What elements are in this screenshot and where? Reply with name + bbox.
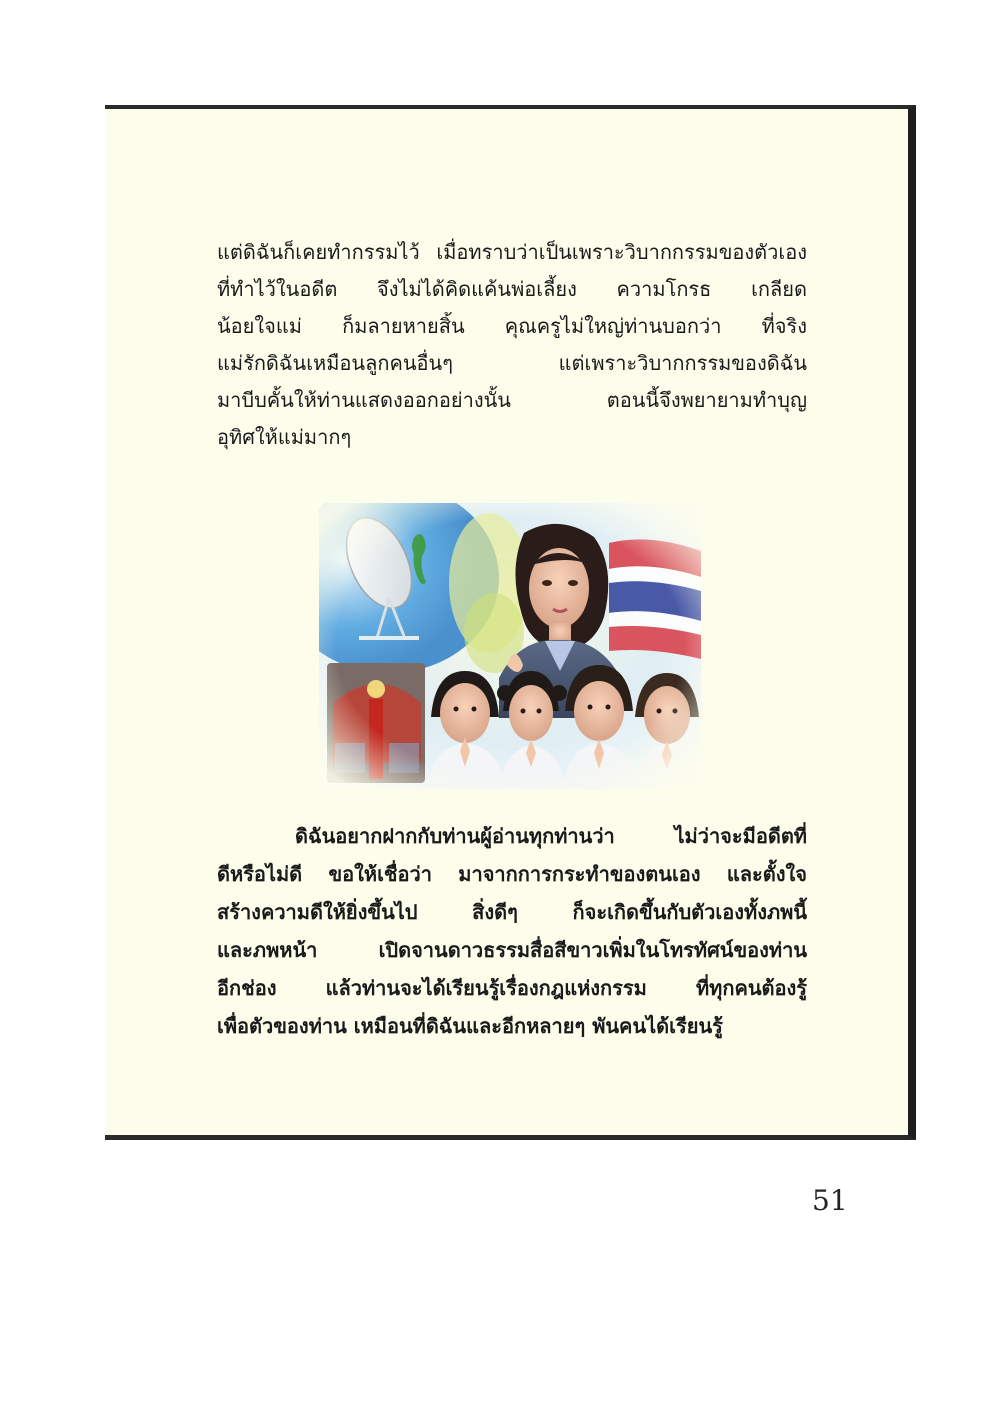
paragraph-1-line: แม่รักดิฉันเหมือนลูกคนอื่นๆ แต่เพราะวิบากกรรมของดิฉัน: [217, 351, 807, 375]
paragraph-1-line: น้อยใจแม่ ก็มลายหายสิ้น คุณครูไม่ใหญ่ท่านบอกว่า ที่จริง: [217, 314, 807, 338]
illustration-art: [319, 503, 701, 789]
paragraph-1-line: แต่ดิฉันก็เคยทำกรรมไว้ เมื่อทราบว่าเป็นเพราะวิบากกรรมของตัวเอง: [217, 240, 807, 264]
paragraph-1-line: อุทิศให้แม่มากๆ: [217, 425, 352, 449]
paragraph-1-line: ที่ทำไว้ในอดีต จึงไม่ได้คิดแค้นพ่อเลี้ยง ความโกรธ เกลียด: [217, 277, 807, 301]
paragraph-2-line: เพื่อตัวของท่าน เหมือนที่ดิฉันและอีกหลายๆ พันคนได้เรียนรู้: [217, 1014, 723, 1038]
content-panel: [105, 105, 916, 1140]
paragraph-2-line: สร้างความดีให้ยิ่งขึ้นไป สิ่งดีๆ ก็จะเกิดขึ้นกับตัวเองทั้งภพนี้: [217, 900, 807, 924]
paragraph-2-line: ดิฉันอยากฝากกับท่านผู้อ่านทุกท่านว่า ไม่ว่าจะมีอดีตที่: [295, 824, 807, 848]
page-number: 51: [812, 1184, 848, 1217]
illustration: [319, 503, 701, 789]
paragraph-2-line: และภพหน้า เปิดจานดาวธรรมสื่อสีขาวเพิ่มในโทรทัศน์ของท่าน: [217, 938, 807, 962]
paragraph-2-line: ดีหรือไม่ดี ขอให้เชื่อว่า มาจากการกระทำของตนเอง และตั้งใจ: [217, 862, 807, 886]
paragraph-2: [217, 817, 807, 1045]
paragraph-1: [217, 234, 807, 456]
paragraph-1-line: มาบีบคั้นให้ท่านแสดงออกอย่างนั้น ตอนนี้จึงพยายามทำบุญ: [217, 388, 807, 412]
paragraph-2-line: อีกช่อง แล้วท่านจะได้เรียนรู้เรื่องกฎแห่งกรรม ที่ทุกคนต้องรู้: [217, 976, 807, 1000]
